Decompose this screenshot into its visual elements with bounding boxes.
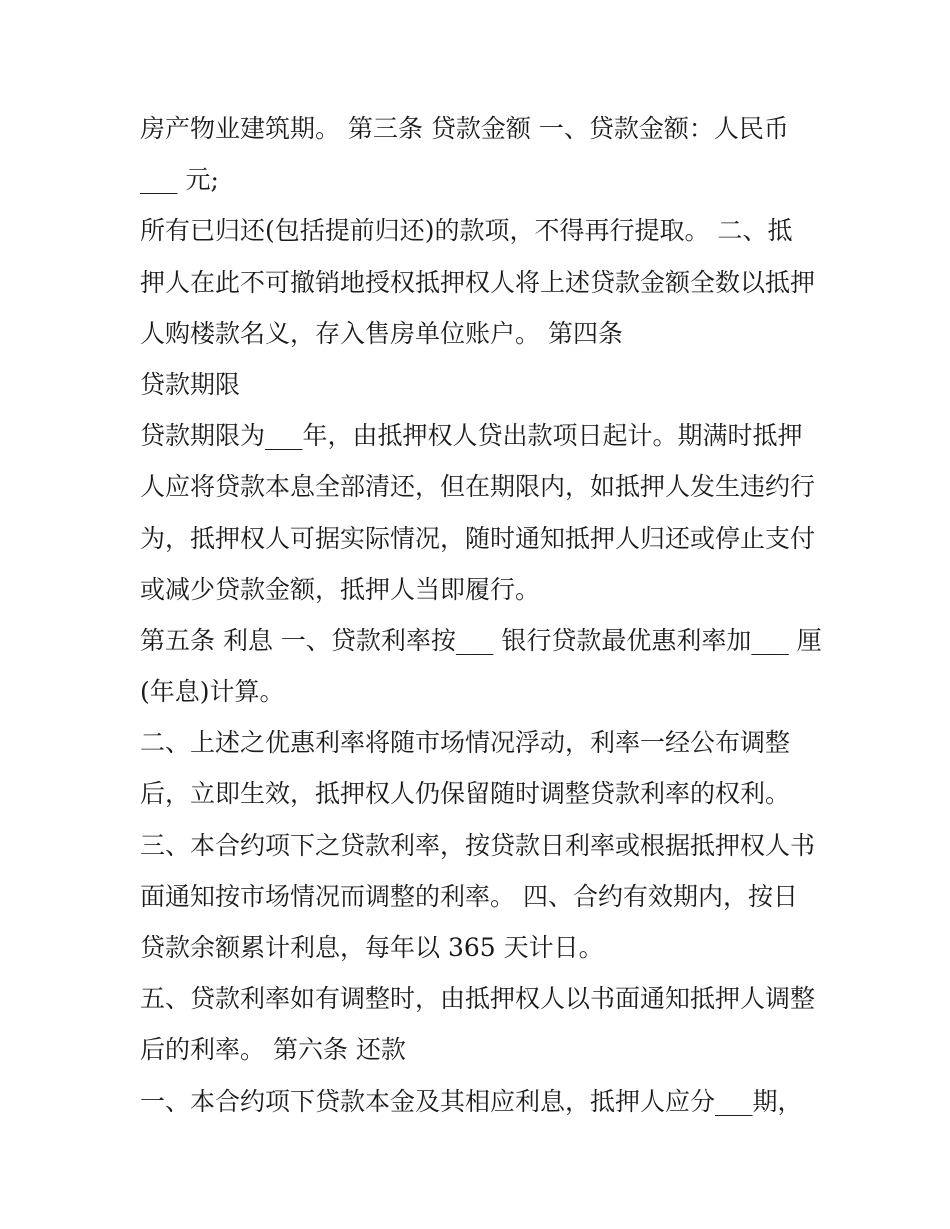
text-line: 二、上述之优惠利率将随市场情况浮动，利率一经公布调整 xyxy=(140,728,791,758)
text-line: 房产物业建筑期。 第三条 贷款金额 一、贷款金额：人民币 xyxy=(140,114,789,143)
text-line: 或减少贷款金额，抵押人当即履行。 xyxy=(140,574,541,604)
text-line: 后，立即生效，抵押权人仍保留随时调整贷款利率的权利。 xyxy=(140,779,791,809)
text-line: 人应将贷款本息全部清还，但在期限内，如抵押人发生违约行 xyxy=(140,472,816,502)
text-line: 所有已归还(包括提前归还)的款项，不得再行提取。 二、抵 xyxy=(140,216,793,246)
text-line: 五、贷款利率如有调整时，由抵押权人以书面通知抵押人调整 xyxy=(140,984,816,1014)
text-line: 为，抵押权人可据实际情况，随时通知抵押人归还或停止支付 xyxy=(140,523,816,553)
text-line: 三、本合约项下之贷款利率，按贷款日利率或根据抵押权人书 xyxy=(140,830,816,860)
document-body xyxy=(140,103,830,1127)
text-line: 押人在此不可撤销地授权抵押权人将上述贷款金额全数以抵押 xyxy=(140,267,816,297)
text-line: 人购楼款名义，存入售房单位账户。 第四条 xyxy=(140,318,623,348)
section-heading: 贷款期限 xyxy=(140,369,241,399)
text-line: 一、本合约项下贷款本金及其相应利息，抵押人应分___期， xyxy=(140,1086,803,1116)
text-line: 第五条 利息 一、贷款利率按___ 银行贷款最优惠利率加___ 厘 xyxy=(140,625,822,655)
text-line: 贷款余额累计利息，每年以 365 天计日。 xyxy=(140,933,604,962)
text-line: 后的利率。 第六条 还款 xyxy=(140,1035,406,1065)
text-line: 贷款期限为___年，由抵押权人贷出款项日起计。期满时抵押 xyxy=(140,421,803,451)
text-line: ___ 元; xyxy=(140,165,219,195)
text-line: (年息)计算。 xyxy=(140,677,285,707)
text-line: 面通知按市场情况而调整的利率。 四、合约有效期内，按日 xyxy=(140,881,798,911)
